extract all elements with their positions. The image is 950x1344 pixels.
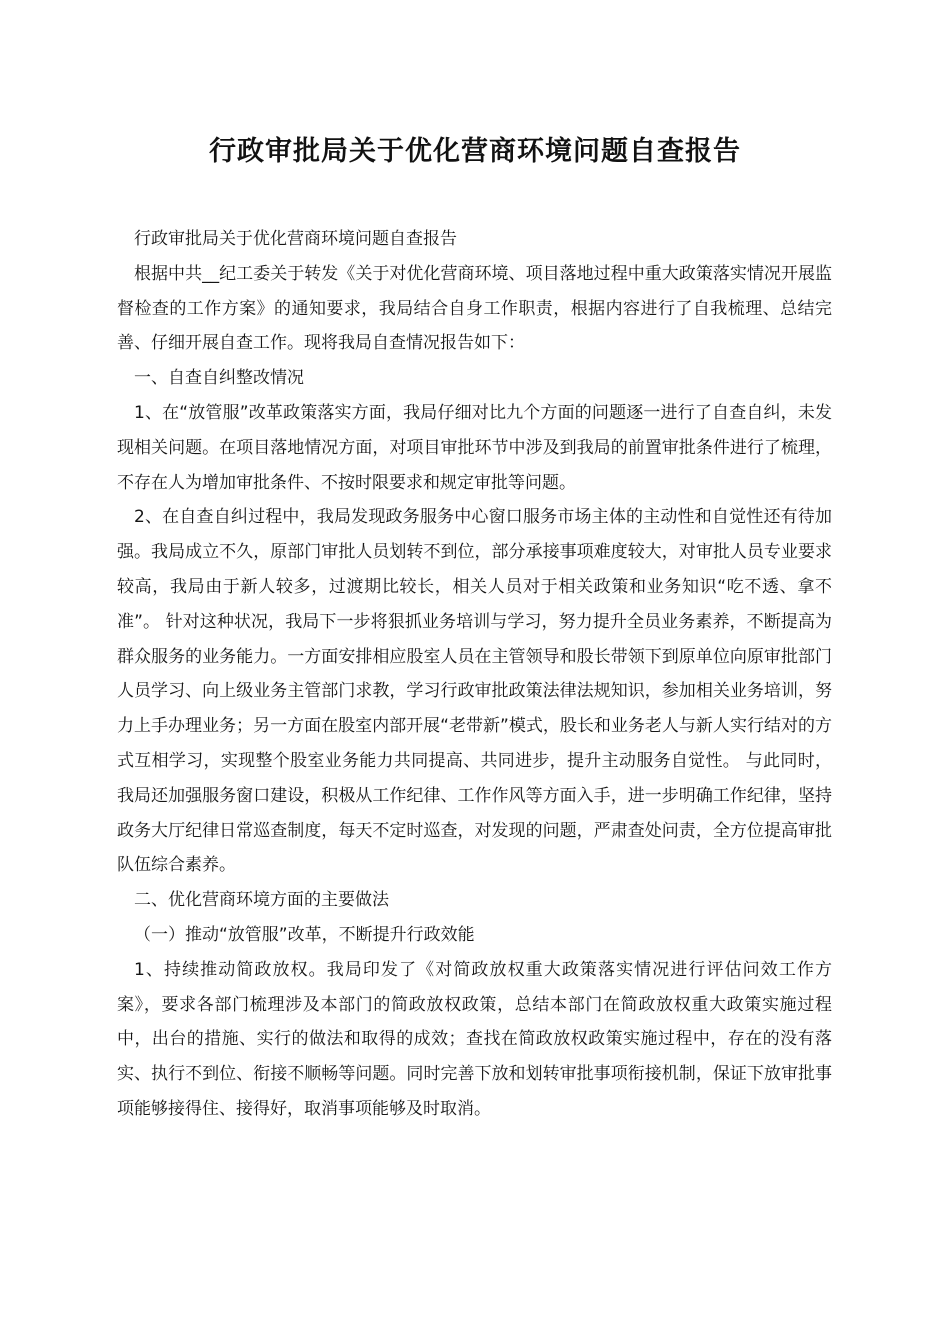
subsection-heading-reform: （一）推动“放管服”改革，不断提升行政效能 bbox=[134, 924, 475, 945]
section-heading-self-inspection: 一、自查自纠整改情况 bbox=[134, 368, 304, 389]
section-heading-main-practices: 二、优化营商环境方面的主要做法 bbox=[134, 890, 389, 911]
paragraph-repeated-title: 行政审批局关于优化营商环境问题自查报告 bbox=[134, 229, 457, 249]
document-title: 行政审批局关于优化营商环境问题自查报告 bbox=[209, 136, 741, 167]
paragraph-intro: 根据中共__纪工委关于转发《关于对优化营商环境、项目落地过程中重大政策落实情况开展监督检查的工作方案》的通知要求，我局结合自身工作职责，根据内容进行了自我梳理、总结完善、仔细开展自查工作。现将我局自查情况报告如下： bbox=[117, 263, 832, 354]
paragraph-item-2: 2、在自查自纠过程中，我局发现政务服务中心窗口服务市场主体的主动性和自觉性还有待加强。我局成立不久，原部门审批人员划转不到位，部分承接事项难度较大，对审批人员专业要求较高，我局由于新人较多，过渡期比较长，相关人员对于相关政策和业务知识“吃不透、拿不准”。 针对这种状况，我局下一步将狠抓业务培训与学习，努力提升全员业务素养，不断提高为群众服务的业务能力。一方面安排相应股室人员在主管领导和股长带领下到原单位向原审批部门人员学习、向上级业务主管部门求教，学习行政审批政策法律法规知识，参加相关业务培训，努力上手办理业务；另一方面在股室内部开展“老带新”模式，股长和业务老人与新人实行结对的方式互相学习，实现整个股室业务能力共同提高、共同进步，提升主动服务自觉性。 与此同时，我局还加强服务窗口建设，积极从工作纪律、工作作风等方面入手，进一步明确工作纪律，坚持政务大厅纪律日常巡查制度，每天不定时巡查，对发现的问题，严肃查处问责，全方位提高审批队伍综合素养。 bbox=[117, 507, 832, 876]
paragraph-item-1: 1、在“放管服”改革政策落实方面，我局仔细对比九个方面的问题逐一进行了自查自纠，未发现相关问题。在项目落地情况方面，对项目审批环节中涉及到我局的前置审批条件进行了梳理，不存在人为增加审批条件、不按时限要求和规定审批等问题。 bbox=[117, 402, 832, 493]
document-body bbox=[117, 222, 832, 1127]
paragraph-simplify-administration: 1、持续推动简政放权。我局印发了《对简政放权重大政策落实情况进行评估问效工作方案》，要求各部门梳理涉及本部门的简政放权政策，总结本部门在简政放权重大政策实施过程中，出台的措施、实行的做法和取得的成效；查找在简政放权政策实施过程中，存在的没有落实、执行不到位、衔接不顺畅等问题。同时完善下放和划转审批事项衔接机制，保证下放审批事项能够接得住、接得好，取消事项能够及时取消。 bbox=[117, 959, 832, 1119]
